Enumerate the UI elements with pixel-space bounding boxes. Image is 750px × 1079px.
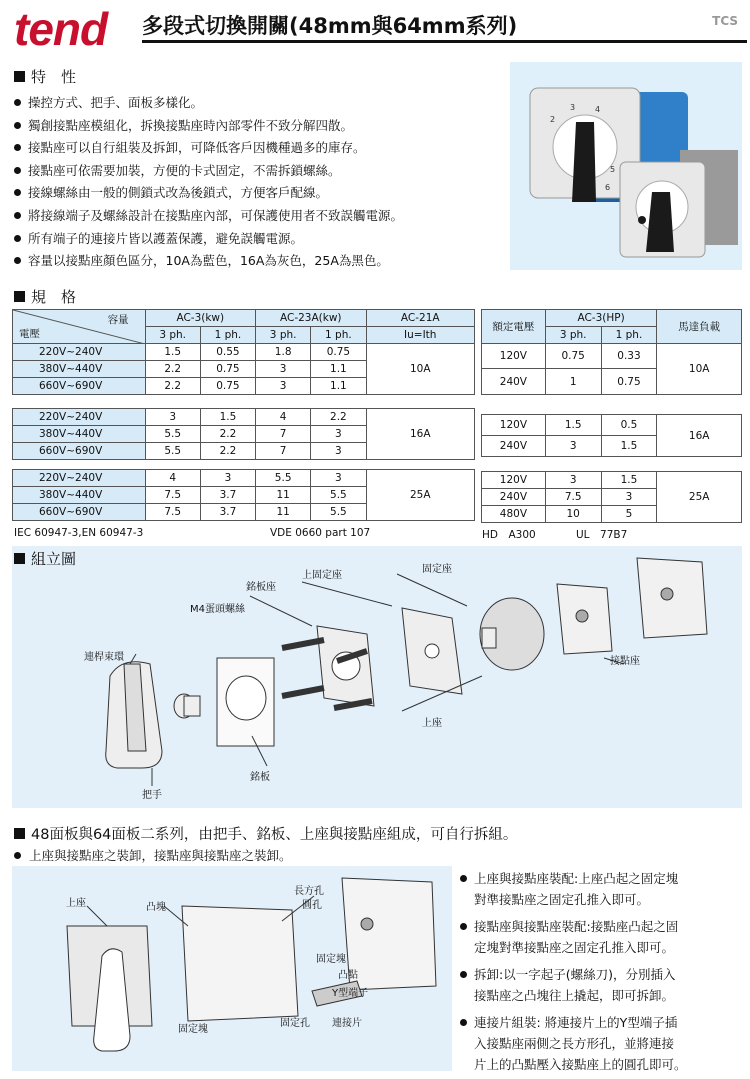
col-sub: 1 ph. [601,327,657,344]
feature-item: 容量以接點座顏色區分，10A為藍色，16A為灰色，25A為黑色。 [14,250,504,273]
assembly-diagram [12,546,742,808]
col-sub: Iu=Ith [366,327,475,344]
label-fix-hole: 固定孔 [280,1018,310,1029]
table-row: 660V~690V 2.2 0.75 3 1.1 [13,378,475,395]
corner-code: TCS [712,14,738,28]
page-header [0,0,750,60]
feature-item: 接點座可以自行組裝及拆卸，可降低客戶因機種過多的庫存。 [14,137,504,160]
label-upper: 上座 [422,718,442,729]
label-y-terminal: Y型端子 [332,988,369,999]
spec-table-right [481,309,742,395]
series-subheading: 上座與接點座之裝卸，接點座與接點座之裝卸。 [14,846,292,864]
assembly-heading: 組立圖 [14,548,76,569]
svg-text:2: 2 [550,115,556,124]
svg-text:4: 4 [595,105,601,114]
note-item: 拆卸:以一字起子(螺絲刀)，分別插入 接點座之凸塊往上撬起，即可拆卸。 [458,964,748,1006]
current-cell: 16A [657,415,742,457]
table-row: 220V~240V 1.5 0.55 1.8 0.75 10A [13,344,475,361]
label-fix-seat: 固定座 [422,564,452,575]
table-row: 120V 3 1.5 25A [482,472,742,489]
col-sub: 1 ph. [311,327,366,344]
label-shaft-ring: 連桿束環 [84,652,124,663]
spec-table-right-16a [481,414,742,457]
feature-item: 獨創接點座模組化，拆換接點座時內部零件不致分解四散。 [14,115,504,138]
col-group: AC-23A(kw) [256,310,366,327]
table-row: 380V~440V 7.5 3.7 11 5.5 [13,487,475,504]
col-group: AC-21A [366,310,475,327]
col-group: 馬達負載 [657,310,742,344]
label-screw: M4蛋頭螺絲 [190,604,245,615]
feature-item: 將接線端子及螺絲設計在接點座內部，可保護使用者不致誤觸電源。 [14,205,504,228]
note-item: 上座與接點座裝配:上座凸起之固定塊 對準接點座之固定孔推入即可。 [458,868,748,910]
col-group: AC-3(HP) [545,310,657,327]
features-heading: 特 性 [14,66,76,87]
series-heading: 48面板與64面板二系列，由把手、銘板、上座與接點座組成，可自行拆組。 [14,823,517,844]
col-sub: 1 ph. [200,327,255,344]
standard-ul: UL 77B7 [576,529,628,541]
svg-text:3: 3 [570,103,576,112]
standard-hd: HD A300 [482,529,536,541]
corner-bottom: 電壓 [19,328,40,340]
current-cell: 10A [657,344,742,395]
spec-table-right-25a [481,471,742,523]
label-upper-fix-seat: 上固定座 [302,570,342,581]
page-title: 多段式切換開關(48mm與64mm系列) [142,14,518,38]
col-sub: 3 ph. [145,327,200,344]
svg-text:6: 6 [605,183,611,192]
note-item: 連接片組裝: 將連接片上的Y型端子插 入接點座兩側之長方形孔，並將連接 片上的凸點壓入接點座上的圓孔即可。 [458,1012,748,1075]
col-group: AC-3(kw) [145,310,255,327]
feature-item: 接點座可依需要加裝，方便的卡式固定，不需拆鎖螺絲。 [14,160,504,183]
label-link-plate: 連接片 [332,1018,362,1029]
note-item: 接點座與接點座裝配:接點座凸起之固 定塊對準接點座之固定孔推入即可。 [458,916,748,958]
label-fix-block: 固定塊 [178,1024,208,1035]
table-row: 240V 3 1.5 [482,436,742,457]
features-list [14,92,504,273]
mounting-diagram [12,866,452,1071]
table-row: 220V~240V 3 1.5 4 2.2 16A [13,409,475,426]
brand-logo: tend [14,3,108,55]
table-row: 660V~690V 5.5 2.2 7 3 [13,443,475,460]
col-sub: 3 ph. [256,327,311,344]
product-photo [510,62,742,270]
table-row: 120V 0.75 0.33 10A [482,344,742,369]
table-row: 220V~240V 4 3 5.5 3 25A [13,470,475,487]
feature-item: 接線螺絲由一般的側鎖式改為後鎖式，方便客戶配線。 [14,182,504,205]
table-row: 380V~440V 5.5 2.2 7 3 [13,426,475,443]
corner-top: 容量 [107,314,129,326]
label-contact: 接點座 [610,656,640,667]
table-row: 240V 7.5 3 [482,489,742,506]
label-bump-point: 凸點 [338,970,358,981]
table-row: 660V~690V 7.5 3.7 11 5.5 [13,504,475,521]
spec-table-left-16a [12,408,475,460]
spec-heading: 規 格 [14,286,76,307]
current-cell: 25A [657,472,742,523]
col-sub: 3 ph. [545,327,601,344]
current-cell: 25A [366,470,475,521]
feature-item: 所有端子的連接片皆以護蓋保護，避免誤觸電源。 [14,228,504,251]
spec-table-left [12,309,475,395]
assembly-notes [458,868,748,1079]
svg-text:5: 5 [610,165,616,174]
label-bump-block: 凸塊 [146,902,166,913]
label-nameplate-seat: 銘板座 [246,582,276,593]
standard-iec: IEC 60947-3,EN 60947-3 [14,527,144,539]
current-cell: 10A [366,344,475,395]
col-group: 額定電壓 [482,310,546,344]
header-rule [142,40,747,43]
table-row: 480V 10 5 [482,506,742,523]
label-round-hole: 圓孔 [302,900,322,911]
label-nameplate: 銘板 [250,772,270,783]
label-handle: 把手 [142,790,162,801]
current-cell: 16A [366,409,475,460]
label-upper-seat: 上座 [66,898,86,909]
table-row: 120V 1.5 0.5 16A [482,415,742,436]
label-rect-hole: 長方孔 [294,886,324,897]
label-fix-block-2: 固定塊 [316,954,346,965]
table-row: 240V 1 0.75 [482,369,742,395]
spec-table-left-25a [12,469,475,521]
table-row: 380V~440V 2.2 0.75 3 1.1 [13,361,475,378]
feature-item: 操控方式、把手、面板多樣化。 [14,92,504,115]
standard-vde: VDE 0660 part 107 [270,527,371,539]
